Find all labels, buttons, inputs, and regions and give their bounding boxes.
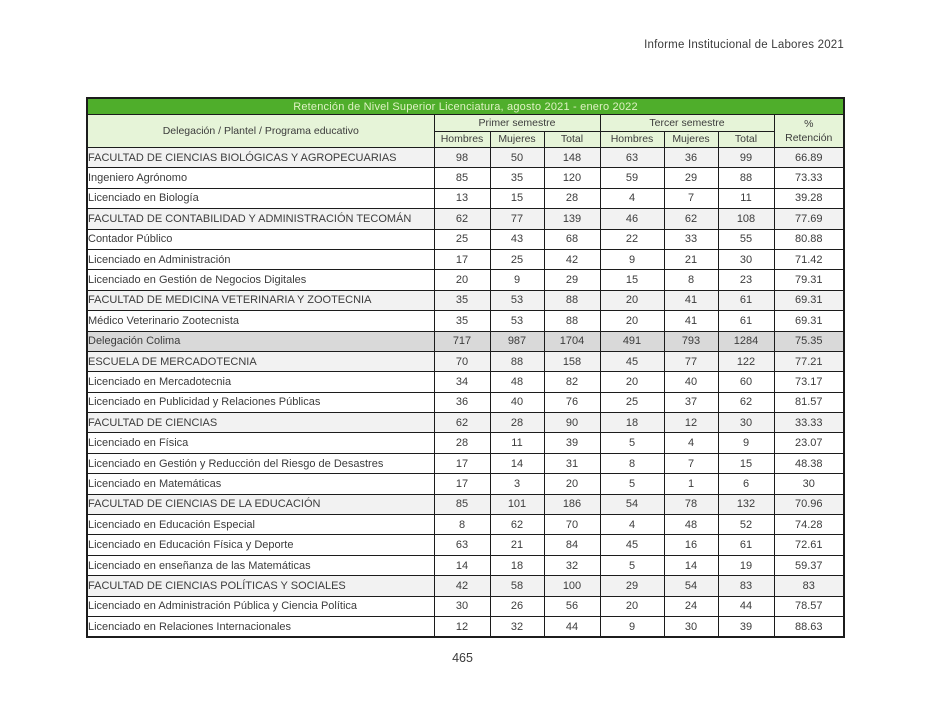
row-value: 30: [718, 249, 774, 269]
table-row: [87, 209, 844, 229]
table-row: [87, 392, 844, 412]
row-value: 63: [434, 535, 490, 555]
row-value: 16: [664, 535, 718, 555]
row-value: 14: [664, 555, 718, 575]
row-value: 34: [434, 372, 490, 392]
row-label: Contador Público: [87, 229, 434, 249]
document-header: Informe Institucional de Labores 2021: [644, 39, 844, 51]
row-value: 90: [544, 413, 600, 433]
row-value: 63: [600, 148, 664, 168]
row-value: 15: [718, 453, 774, 473]
row-value: 80.88: [774, 229, 844, 249]
row-value: 25: [600, 392, 664, 412]
row-value: 28: [434, 433, 490, 453]
row-value: 20: [600, 290, 664, 310]
row-value: 17: [434, 474, 490, 494]
row-value: 70: [544, 515, 600, 535]
row-value: 75.35: [774, 331, 844, 351]
row-value: 29: [544, 270, 600, 290]
row-value: 61: [718, 311, 774, 331]
table-row: [87, 351, 844, 371]
row-value: 69.31: [774, 311, 844, 331]
row-value: 24: [664, 596, 718, 616]
row-value: 9: [600, 616, 664, 637]
row-value: 39: [718, 616, 774, 637]
row-label: Licenciado en Biología: [87, 188, 434, 208]
row-label: Licenciado en enseñanza de las Matemáticas: [87, 555, 434, 575]
column-group-primer-semestre: Primer semestre: [434, 115, 600, 132]
row-value: 62: [490, 515, 544, 535]
row-value: 108: [718, 209, 774, 229]
row-value: 6: [718, 474, 774, 494]
row-value: 62: [434, 413, 490, 433]
row-value: 39.28: [774, 188, 844, 208]
row-value: 73.33: [774, 168, 844, 188]
row-label: Licenciado en Matemáticas: [87, 474, 434, 494]
row-value: 84: [544, 535, 600, 555]
table-row: [87, 148, 844, 168]
row-value: 55: [718, 229, 774, 249]
row-value: 148: [544, 148, 600, 168]
row-value: 28: [490, 413, 544, 433]
table-title-row: [87, 98, 844, 115]
table-row: [87, 290, 844, 310]
row-value: 36: [664, 148, 718, 168]
row-value: 21: [664, 249, 718, 269]
column-header-hombres-2: Hombres: [600, 131, 664, 148]
column-header-mujeres-1: Mujeres: [490, 131, 544, 148]
row-value: 25: [434, 229, 490, 249]
table-row: [87, 188, 844, 208]
row-value: 23.07: [774, 433, 844, 453]
row-value: 59.37: [774, 555, 844, 575]
retention-table: [86, 97, 845, 638]
row-value: 20: [544, 474, 600, 494]
row-value: 20: [434, 270, 490, 290]
row-value: 9: [718, 433, 774, 453]
row-value: 11: [718, 188, 774, 208]
row-value: 40: [490, 392, 544, 412]
row-value: 14: [490, 453, 544, 473]
row-value: 40: [664, 372, 718, 392]
row-value: 186: [544, 494, 600, 514]
row-value: 26: [490, 596, 544, 616]
row-value: 12: [664, 413, 718, 433]
row-value: 8: [664, 270, 718, 290]
row-value: 35: [434, 311, 490, 331]
row-value: 17: [434, 453, 490, 473]
row-value: 23: [718, 270, 774, 290]
row-label: Licenciado en Relaciones Internacionales: [87, 616, 434, 637]
row-value: 36: [434, 392, 490, 412]
table-row: [87, 515, 844, 535]
row-value: 56: [544, 596, 600, 616]
row-value: 72.61: [774, 535, 844, 555]
table-row: [87, 249, 844, 269]
row-value: 48: [664, 515, 718, 535]
row-value: 30: [434, 596, 490, 616]
row-label: FACULTAD DE MEDICINA VETERINARIA Y ZOOTECNIA: [87, 290, 434, 310]
row-label: Delegación Colima: [87, 331, 434, 351]
row-value: 35: [434, 290, 490, 310]
row-value: 20: [600, 311, 664, 331]
column-header-total-2: Total: [718, 131, 774, 148]
retencion-pct-symbol: %: [804, 117, 814, 130]
row-value: 52: [718, 515, 774, 535]
row-label: FACULTAD DE CIENCIAS BIOLÓGICAS Y AGROPECUARIAS: [87, 148, 434, 168]
row-value: 4: [664, 433, 718, 453]
table-row: [87, 535, 844, 555]
row-value: 88: [490, 351, 544, 371]
row-value: 45: [600, 535, 664, 555]
row-value: 28: [544, 188, 600, 208]
column-header-mujeres-2: Mujeres: [664, 131, 718, 148]
row-value: 54: [600, 494, 664, 514]
row-value: 43: [490, 229, 544, 249]
row-value: 100: [544, 576, 600, 596]
row-value: 77: [490, 209, 544, 229]
row-value: 13: [434, 188, 490, 208]
row-value: 793: [664, 331, 718, 351]
row-value: 50: [490, 148, 544, 168]
row-value: 61: [718, 535, 774, 555]
row-value: 158: [544, 351, 600, 371]
row-value: 5: [600, 433, 664, 453]
row-value: 54: [664, 576, 718, 596]
row-value: 20: [600, 596, 664, 616]
row-label: FACULTAD DE CIENCIAS POLÍTICAS Y SOCIALES: [87, 576, 434, 596]
row-value: 45: [600, 351, 664, 371]
row-value: 77.21: [774, 351, 844, 371]
table-row: [87, 576, 844, 596]
row-label: FACULTAD DE CONTABILIDAD Y ADMINISTRACIÓN TECOMÁN: [87, 209, 434, 229]
row-label: Licenciado en Física: [87, 433, 434, 453]
row-value: 66.89: [774, 148, 844, 168]
table-row: [87, 311, 844, 331]
row-value: 1704: [544, 331, 600, 351]
column-group-tercer-semestre: Tercer semestre: [600, 115, 774, 132]
row-value: 30: [664, 616, 718, 637]
row-value: 8: [434, 515, 490, 535]
table-row: [87, 494, 844, 514]
row-value: 30: [774, 474, 844, 494]
row-label: FACULTAD DE CIENCIAS: [87, 413, 434, 433]
row-value: 61: [718, 290, 774, 310]
row-value: 120: [544, 168, 600, 188]
row-value: 4: [600, 188, 664, 208]
row-value: 60: [718, 372, 774, 392]
column-header-total-1: Total: [544, 131, 600, 148]
row-label: Ingeniero Agrónomo: [87, 168, 434, 188]
table-row: [87, 331, 844, 351]
row-value: 83: [718, 576, 774, 596]
row-value: 69.31: [774, 290, 844, 310]
row-label: FACULTAD DE CIENCIAS DE LA EDUCACIÓN: [87, 494, 434, 514]
row-value: 82: [544, 372, 600, 392]
row-label: Licenciado en Mercadotecnia: [87, 372, 434, 392]
row-value: 29: [600, 576, 664, 596]
row-value: 85: [434, 494, 490, 514]
row-value: 21: [490, 535, 544, 555]
row-value: 15: [600, 270, 664, 290]
column-header-retencion: [774, 115, 844, 148]
row-value: 79.31: [774, 270, 844, 290]
row-value: 78.57: [774, 596, 844, 616]
row-value: 77: [664, 351, 718, 371]
row-value: 18: [490, 555, 544, 575]
table-body: [87, 148, 844, 638]
column-header-delegacion: Delegación / Plantel / Programa educativo: [87, 115, 434, 148]
row-value: 20: [600, 372, 664, 392]
row-value: 98: [434, 148, 490, 168]
row-value: 48.38: [774, 453, 844, 473]
row-value: 62: [718, 392, 774, 412]
row-value: 29: [664, 168, 718, 188]
row-value: 32: [490, 616, 544, 637]
row-value: 83: [774, 576, 844, 596]
row-value: 88: [544, 311, 600, 331]
row-value: 32: [544, 555, 600, 575]
row-label: ESCUELA DE MERCADOTECNIA: [87, 351, 434, 371]
row-value: 101: [490, 494, 544, 514]
row-value: 5: [600, 474, 664, 494]
row-value: 9: [600, 249, 664, 269]
row-value: 58: [490, 576, 544, 596]
table-row: [87, 270, 844, 290]
row-value: 76: [544, 392, 600, 412]
row-value: 987: [490, 331, 544, 351]
row-label: Licenciado en Publicidad y Relaciones Públicas: [87, 392, 434, 412]
row-value: 44: [718, 596, 774, 616]
row-value: 42: [434, 576, 490, 596]
row-value: 62: [664, 209, 718, 229]
row-value: 39: [544, 433, 600, 453]
row-value: 78: [664, 494, 718, 514]
row-value: 1284: [718, 331, 774, 351]
row-value: 30: [718, 413, 774, 433]
row-value: 74.28: [774, 515, 844, 535]
row-label: Licenciado en Gestión y Reducción del Riesgo de Desastres: [87, 453, 434, 473]
page-number: 465: [452, 651, 473, 665]
row-value: 12: [434, 616, 490, 637]
row-value: 70.96: [774, 494, 844, 514]
row-value: 68: [544, 229, 600, 249]
row-value: 62: [434, 209, 490, 229]
row-value: 11: [490, 433, 544, 453]
row-value: 22: [600, 229, 664, 249]
row-value: 85: [434, 168, 490, 188]
row-value: 41: [664, 311, 718, 331]
table-row: [87, 453, 844, 473]
row-value: 73.17: [774, 372, 844, 392]
table-row: [87, 596, 844, 616]
row-value: 77.69: [774, 209, 844, 229]
row-value: 7: [664, 453, 718, 473]
table-row: [87, 372, 844, 392]
row-label: Licenciado en Administración Pública y Ciencia Política: [87, 596, 434, 616]
row-value: 1: [664, 474, 718, 494]
row-value: 491: [600, 331, 664, 351]
row-value: 41: [664, 290, 718, 310]
row-value: 9: [490, 270, 544, 290]
row-value: 31: [544, 453, 600, 473]
row-value: 71.42: [774, 249, 844, 269]
row-value: 44: [544, 616, 600, 637]
table-group-header-row: [87, 115, 844, 132]
row-value: 122: [718, 351, 774, 371]
table-row: [87, 168, 844, 188]
table-row: [87, 433, 844, 453]
table-row: [87, 474, 844, 494]
row-value: 33.33: [774, 413, 844, 433]
row-value: 8: [600, 453, 664, 473]
row-value: 53: [490, 290, 544, 310]
table-row: [87, 555, 844, 575]
row-value: 46: [600, 209, 664, 229]
row-label: Licenciado en Educación Especial: [87, 515, 434, 535]
row-value: 17: [434, 249, 490, 269]
row-label: Licenciado en Gestión de Negocios Digitales: [87, 270, 434, 290]
table-row: [87, 616, 844, 637]
row-value: 3: [490, 474, 544, 494]
row-value: 717: [434, 331, 490, 351]
column-header-hombres-1: Hombres: [434, 131, 490, 148]
row-value: 88: [718, 168, 774, 188]
row-value: 14: [434, 555, 490, 575]
row-value: 18: [600, 413, 664, 433]
table-title: Retención de Nivel Superior Licenciatura, agosto 2021 - enero 2022: [87, 98, 844, 115]
row-value: 33: [664, 229, 718, 249]
row-value: 139: [544, 209, 600, 229]
row-value: 132: [718, 494, 774, 514]
table-row: [87, 229, 844, 249]
table-row: [87, 413, 844, 433]
row-value: 15: [490, 188, 544, 208]
row-value: 25: [490, 249, 544, 269]
row-label: Médico Veterinario Zootecnista: [87, 311, 434, 331]
row-value: 37: [664, 392, 718, 412]
row-value: 88.63: [774, 616, 844, 637]
row-value: 59: [600, 168, 664, 188]
row-label: Licenciado en Administración: [87, 249, 434, 269]
row-value: 5: [600, 555, 664, 575]
row-value: 42: [544, 249, 600, 269]
row-value: 88: [544, 290, 600, 310]
row-label: Licenciado en Educación Física y Deporte: [87, 535, 434, 555]
row-value: 4: [600, 515, 664, 535]
retencion-label: Retención: [785, 132, 833, 144]
row-value: 35: [490, 168, 544, 188]
row-value: 53: [490, 311, 544, 331]
row-value: 70: [434, 351, 490, 371]
row-value: 19: [718, 555, 774, 575]
row-value: 99: [718, 148, 774, 168]
row-value: 81.57: [774, 392, 844, 412]
row-value: 7: [664, 188, 718, 208]
row-value: 48: [490, 372, 544, 392]
